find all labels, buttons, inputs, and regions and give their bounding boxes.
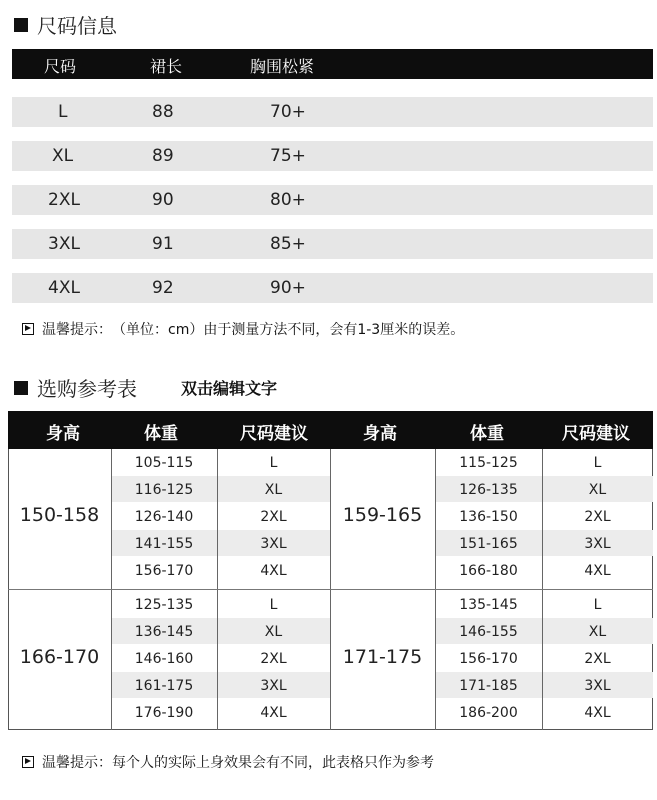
size-advice-col-header: 尺码建议 xyxy=(240,424,308,444)
length-cell: 88 xyxy=(152,102,174,122)
size-advice-cell: 3XL xyxy=(584,536,611,552)
grid-line xyxy=(8,589,653,590)
size-advice-cell: L xyxy=(269,597,278,613)
weight-cell: 135-145 xyxy=(459,597,518,613)
size-advice-cell: 4XL xyxy=(584,563,611,579)
weight-cell: 116-125 xyxy=(134,482,194,498)
size-advice-cell: L xyxy=(269,455,278,471)
height-range: 171-175 xyxy=(342,646,423,668)
bust-cell: 75+ xyxy=(270,146,306,166)
size-advice-cell: 2XL xyxy=(260,651,287,667)
height-range: 166-170 xyxy=(19,646,100,668)
size-cell: 4XL xyxy=(48,278,80,298)
size-cell: 3XL xyxy=(48,234,80,254)
size-advice-cell: XL xyxy=(588,482,607,498)
length-cell: 92 xyxy=(152,278,174,298)
size-cell: XL xyxy=(52,146,74,166)
bust-col-header: 胸围松紧 xyxy=(250,57,315,76)
weight-cell: 156-170 xyxy=(459,651,518,667)
weight-cell: 126-135 xyxy=(459,482,518,498)
size-advice-cell: XL xyxy=(588,624,607,640)
size-advice-cell: XL xyxy=(264,482,283,498)
weight-cell: 151-165 xyxy=(459,536,518,552)
weight-cell: 156-170 xyxy=(134,563,194,579)
reference-tip xyxy=(22,752,434,772)
size-table-header xyxy=(12,49,653,79)
length-cell: 90 xyxy=(152,190,174,210)
weight-cell: 161-175 xyxy=(134,678,194,694)
weight-cell: 136-145 xyxy=(134,624,194,640)
weight-cell: 171-185 xyxy=(459,678,518,694)
size-advice-cell: L xyxy=(593,597,602,613)
tip-label: 温馨提示： xyxy=(42,322,112,338)
reference-table-header xyxy=(8,411,653,449)
length-col-header: 裙长 xyxy=(150,57,183,76)
table-row xyxy=(12,97,653,127)
size-advice-cell: 4XL xyxy=(260,563,287,579)
table-row xyxy=(12,273,653,303)
length-cell: 91 xyxy=(152,234,174,254)
size-advice-cell: XL xyxy=(264,624,283,640)
play-arrow-icon xyxy=(22,323,34,335)
size-cell: 2XL xyxy=(48,190,80,210)
size-cell: L xyxy=(58,102,68,122)
size-advice-cell: 3XL xyxy=(260,536,287,552)
size-advice-cell: L xyxy=(593,455,602,471)
height-range: 150-158 xyxy=(19,504,100,526)
weight-col-header: 体重 xyxy=(470,424,504,444)
size-advice-cell: 2XL xyxy=(260,509,287,525)
weight-cell: 176-190 xyxy=(134,705,194,721)
square-bullet-icon xyxy=(14,381,28,395)
weight-cell: 166-180 xyxy=(459,563,518,579)
weight-cell: 126-140 xyxy=(134,509,194,525)
reference-title: 选购参考表 xyxy=(37,377,137,401)
bust-cell: 90+ xyxy=(270,278,306,298)
size-advice-cell: 4XL xyxy=(584,705,611,721)
table-row xyxy=(12,229,653,259)
size-advice-cell: 4XL xyxy=(260,705,287,721)
square-bullet-icon xyxy=(14,18,28,32)
size-advice-cell: 2XL xyxy=(584,651,611,667)
height-col-header: 身高 xyxy=(46,424,80,444)
weight-cell: 141-155 xyxy=(134,536,194,552)
table-row xyxy=(12,141,653,171)
weight-cell: 105-115 xyxy=(134,455,194,471)
bust-cell: 70+ xyxy=(270,102,306,122)
height-col-header: 身高 xyxy=(363,424,397,444)
edit-text-hint[interactable]: 双击编辑文字 xyxy=(181,379,278,398)
size-info-title: 尺码信息 xyxy=(37,14,117,38)
weight-cell: 136-150 xyxy=(459,509,518,525)
play-arrow-icon xyxy=(22,756,34,768)
size-advice-cell: 3XL xyxy=(584,678,611,694)
weight-cell: 146-155 xyxy=(459,624,518,640)
size-advice-col-header: 尺码建议 xyxy=(562,424,630,444)
tip-text: （单位：cm）由于测量方法不同，会有1-3厘米的误差。 xyxy=(112,322,465,338)
table-row xyxy=(12,185,653,215)
height-range: 159-165 xyxy=(342,504,423,526)
tip-label: 温馨提示： xyxy=(42,755,112,771)
size-info-heading xyxy=(14,10,117,39)
weight-cell: 146-160 xyxy=(134,651,194,667)
size-advice-cell: 2XL xyxy=(584,509,611,525)
measurement-tip xyxy=(22,319,464,339)
bust-cell: 85+ xyxy=(270,234,306,254)
reference-heading xyxy=(14,373,277,402)
size-col-header: 尺码 xyxy=(44,57,77,76)
weight-cell: 186-200 xyxy=(459,705,518,721)
length-cell: 89 xyxy=(152,146,174,166)
bust-cell: 80+ xyxy=(270,190,306,210)
tip-text: 每个人的实际上身效果会有不同，此表格只作为参考 xyxy=(112,755,434,771)
weight-cell: 125-135 xyxy=(134,597,194,613)
weight-col-header: 体重 xyxy=(144,424,178,444)
size-advice-cell: 3XL xyxy=(260,678,287,694)
weight-cell: 115-125 xyxy=(459,455,518,471)
